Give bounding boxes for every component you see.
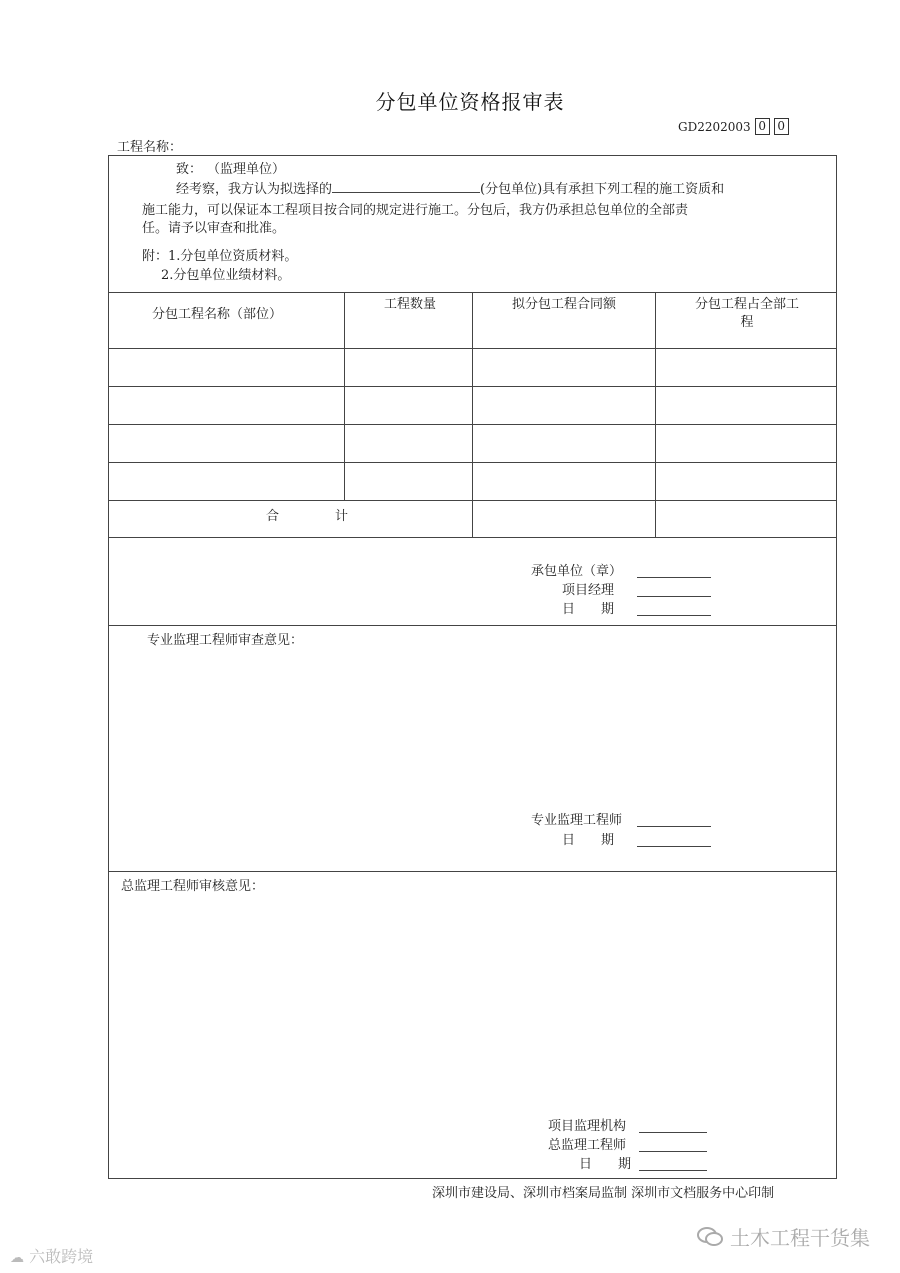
specialist-opinion-label: 专业监理工程师审查意见： — [147, 633, 304, 648]
specialist-engineer-label: 专业监理工程师 — [531, 813, 623, 828]
subcontractor-blank[interactable] — [332, 180, 480, 193]
intro-line-1-pre: 经考察，我方认为拟选择的 — [176, 182, 333, 197]
chief-opinion-label: 总监理工程师审核意见： — [121, 879, 265, 894]
chief-engineer-label: 总监理工程师 — [548, 1138, 627, 1153]
intro-line-2: 施工能力，可以保证本工程项目按合同的规定进行施工。分包后，我方仍承担总包单位的全部责 — [142, 203, 689, 218]
supervision-org-label: 项目监理机构 — [548, 1119, 627, 1134]
chief-date-label: 日 期 — [579, 1157, 632, 1172]
attachment-2: 2.分包单位业绩材料。 — [161, 268, 291, 283]
to-unit: （监理单位） — [207, 162, 286, 177]
form-code-text: GD2202003 — [678, 119, 751, 134]
attachment-1: 附：1.分包单位资质材料。 — [142, 249, 298, 264]
intro-line-3: 任。请予以审查和批准。 — [142, 221, 286, 236]
divider — [109, 625, 836, 626]
watermark-left — [10, 1244, 93, 1267]
contractor-date-label: 日 期 — [562, 602, 615, 617]
divider — [109, 871, 836, 872]
col-header-percentage: 分包工程占全部工程 — [694, 297, 799, 330]
watermark-left-icon: ☁ — [10, 1250, 24, 1266]
to-label: 致： — [176, 162, 203, 177]
code-box-1: 0 — [755, 118, 770, 135]
intro-line-1-post: (分包单位)具有承担下列工程的施工资质和 — [480, 182, 725, 197]
total-label-a: 合 — [266, 509, 280, 524]
col-divider — [655, 292, 656, 537]
col-divider — [472, 292, 473, 537]
form-title: 分包单位资格报审表 — [375, 90, 565, 114]
col-header-quantity: 工程数量 — [384, 297, 437, 312]
chief-engineer-blank[interactable] — [639, 1139, 707, 1152]
total-label-b: 计 — [335, 509, 349, 524]
specialist-date-label: 日 期 — [562, 833, 615, 848]
form-code — [678, 118, 789, 135]
contractor-unit-blank[interactable] — [637, 565, 711, 578]
project-name-label: 工程名称： — [117, 140, 183, 155]
specialist-date-blank[interactable] — [637, 834, 711, 847]
project-manager-label: 项目经理 — [562, 583, 615, 598]
supervision-org-blank[interactable] — [639, 1120, 707, 1133]
watermark-right — [696, 1222, 870, 1251]
col-header-name: 分包工程名称（部位） — [152, 307, 283, 322]
chief-date-blank[interactable] — [639, 1158, 707, 1171]
form-frame — [108, 155, 837, 1179]
divider — [109, 537, 836, 538]
specialist-engineer-blank[interactable] — [637, 814, 711, 827]
watermark-left-text: 六敢跨境 — [29, 1247, 94, 1266]
intro-line-1 — [176, 180, 724, 199]
contractor-unit-label: 承包单位（章） — [531, 564, 623, 579]
footer-printer: 深圳市建设局、深圳市档案局监制 深圳市文档服务中心印制 — [432, 1186, 775, 1201]
watermark-right-text: 土木工程干货集 — [730, 1226, 870, 1250]
wechat-icon — [696, 1226, 724, 1248]
code-box-2: 0 — [774, 118, 789, 135]
col-divider — [344, 292, 345, 500]
col-header-contract-amount: 拟分包工程合同额 — [511, 297, 616, 312]
project-manager-blank[interactable] — [637, 584, 711, 597]
contractor-date-blank[interactable] — [637, 603, 711, 616]
